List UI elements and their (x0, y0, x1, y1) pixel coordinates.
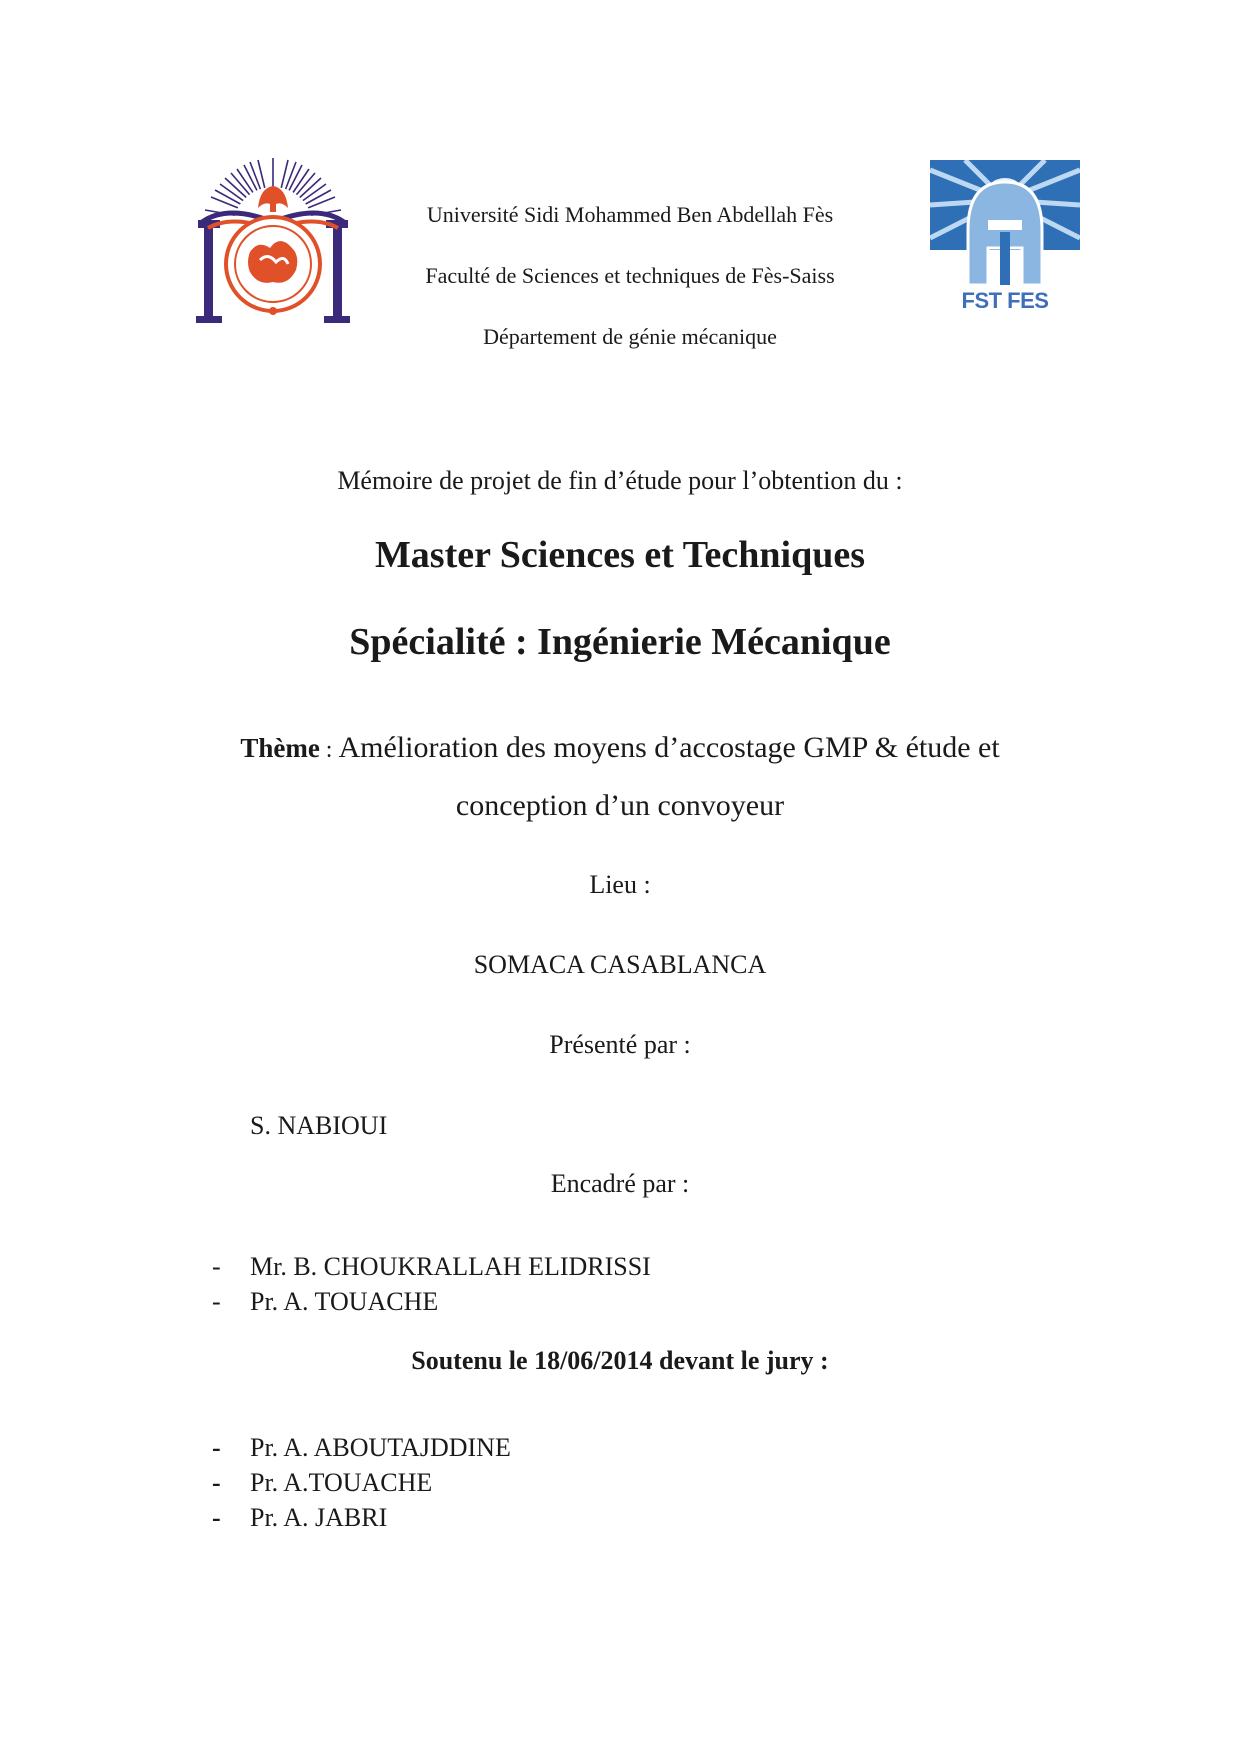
theme-separator: : (319, 737, 339, 763)
fst-fes-logo (930, 160, 1080, 315)
supervisor-name: Mr. B. CHOUKRALLAH ELIDRISSI (250, 1252, 651, 1281)
theme-label: Thème (240, 733, 320, 763)
jury-member: Pr. A. ABOUTAJDDINE (250, 1433, 511, 1462)
student-name: S. NABIOUI (250, 1111, 388, 1140)
thesis-theme (180, 720, 1060, 833)
bullet-dash: - (212, 1468, 221, 1497)
defense-statement: Soutenu le 18/06/2014 devant le jury : (411, 1346, 829, 1375)
list-item (212, 1465, 511, 1500)
bullet-dash: - (212, 1433, 221, 1462)
specialty-title: Spécialité : Ingénierie Mécanique (349, 621, 891, 663)
supervisor-list (212, 1249, 651, 1319)
place-label: Lieu : (589, 870, 651, 899)
place-value: SOMACA CASABLANCA (473, 950, 767, 979)
thesis-intro: Mémoire de projet de fin d’étude pour l’obtention du : (337, 466, 903, 495)
degree-title: Master Sciences et Techniques (374, 534, 866, 576)
bullet-dash: - (212, 1503, 221, 1532)
theme-text: Amélioration des moyens d’accostage GMP & étude et conception d’un convoyeur (338, 731, 1000, 822)
presented-by-label: Présenté par : (549, 1030, 691, 1059)
university-logo (188, 152, 358, 332)
fst-emblem-icon (930, 160, 1080, 285)
bullet-dash: - (212, 1287, 221, 1316)
university-seal-icon (188, 152, 358, 332)
supervisor-name: Pr. A. TOUACHE (250, 1287, 439, 1316)
jury-list (212, 1430, 511, 1535)
list-item (212, 1249, 651, 1284)
list-item (212, 1284, 651, 1319)
list-item (212, 1500, 511, 1535)
department-name: Département de génie mécanique (483, 324, 777, 349)
list-item (212, 1430, 511, 1465)
fst-fes-label: FST FES (961, 288, 1049, 313)
jury-member: Pr. A.TOUACHE (250, 1468, 433, 1497)
jury-member: Pr. A. JABRI (250, 1503, 388, 1532)
bullet-dash: - (212, 1252, 221, 1281)
faculty-name: Faculté de Sciences et techniques de Fès-Saiss (425, 263, 835, 288)
supervised-by-label: Encadré par : (550, 1169, 690, 1198)
university-name: Université Sidi Mohammed Ben Abdellah Fès (426, 202, 834, 227)
